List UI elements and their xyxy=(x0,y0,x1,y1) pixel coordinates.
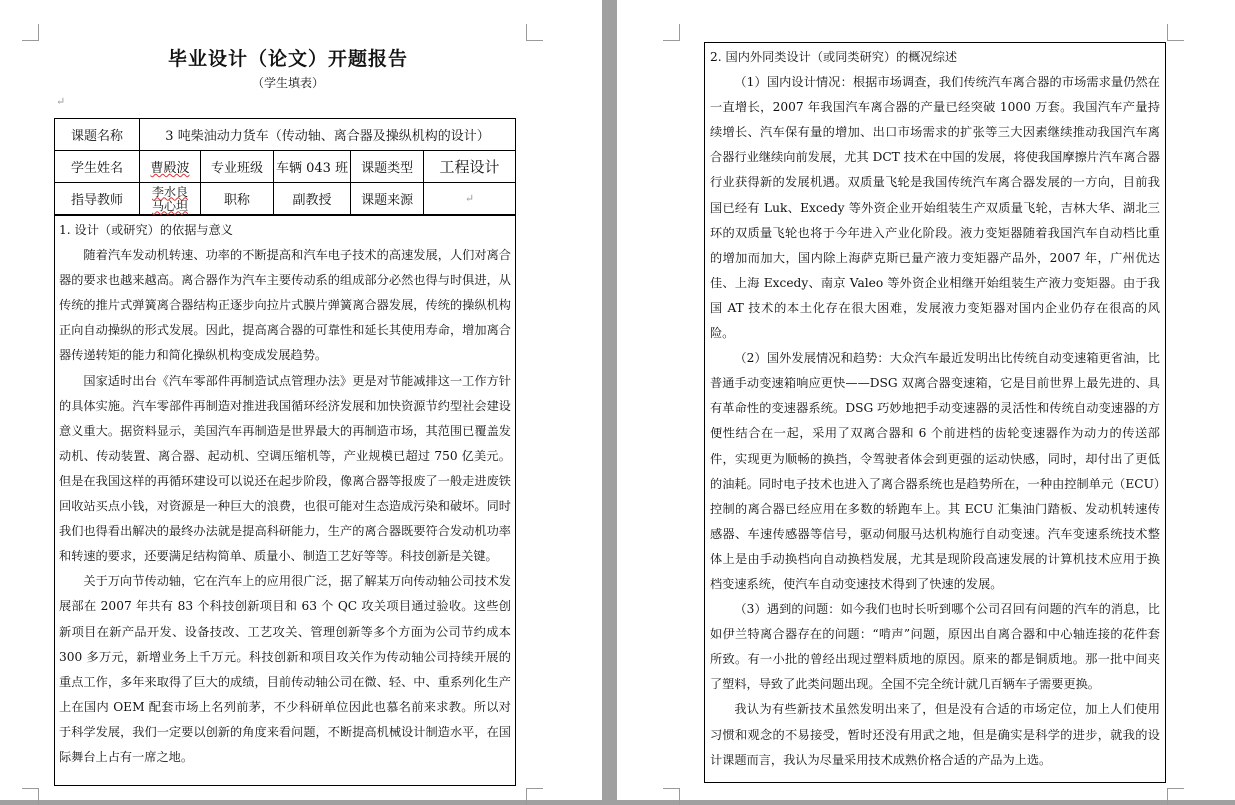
paragraph-mark-icon: ↵ xyxy=(56,95,66,108)
class-label-cell[interactable]: 专业班级 xyxy=(201,151,274,183)
info-form-table xyxy=(54,118,516,215)
table-row xyxy=(55,183,516,215)
overview-section-box xyxy=(704,42,1166,783)
crop-mark xyxy=(1167,788,1184,805)
document-title[interactable]: 毕业设计（论文）开题报告 xyxy=(167,48,408,70)
crop-mark xyxy=(22,24,39,41)
crop-mark xyxy=(1167,24,1184,41)
paragraph-mark-icon: ↵ xyxy=(464,192,475,205)
student-value-text: 曹殿波 xyxy=(150,161,190,176)
document-subtitle[interactable]: （学生填表） xyxy=(251,76,324,90)
body-paragraph[interactable]: 国家适时出台《汽车零部件再制造试点管理办法》更是对节能减排这一工作方针的具体实施。汽车零部件再制造对推进我国循环经济发展和加快资源节约型社会建设意义重大。据资料显示，美国汽车再制造是世界最大的再制造市场，其范围已覆盖发动机、传动装置、离合器、起动机、空调压缩机等，产业规模已超过 750 亿美元。但是在我国这样的再循环建设可以说还在起步阶段，像离合器等报废了一般走进废铁回收站买点小钱，对资源是一种巨大的浪费，也很可能对生态造成污染和破坏。同时我们也得看出解决的最终办法就是提高科研能力，生产的离合器既要符合发动机功率和转速的要求，还要满足结构简单、质量小、制造工艺好等等。科技创新是关键。 xyxy=(59,373,511,564)
student-label-cell[interactable]: 学生姓名 xyxy=(55,151,140,183)
crop-mark xyxy=(526,788,543,805)
advisor-value-cell[interactable] xyxy=(140,183,201,215)
crop-mark xyxy=(663,24,680,41)
section-heading[interactable]: 2. 国内外同类设计（或同类研究）的概况综述 xyxy=(710,50,958,64)
topic-value-cell[interactable]: 3 吨柴油动力货车（传动轴、离合器及操纵机构的设计） xyxy=(140,119,516,151)
body-paragraph[interactable]: 我认为有些新技术虽然发明出来了，但是没有合适的市场定位，加上人们使用习惯和观念的不易接受，暂时还没有用武之地，但是确实是科学的进步，就我的设计课题而言，我认为尽量采用技术成熟价格合适的产品为上选。 xyxy=(710,702,1160,767)
student-value-cell[interactable] xyxy=(140,151,201,183)
source-label-cell[interactable]: 课题来源 xyxy=(351,183,424,215)
topic-label-cell[interactable]: 课题名称 xyxy=(55,119,140,151)
crop-mark xyxy=(22,788,39,805)
section-heading[interactable]: 1. 设计（或研究）的依据与意义 xyxy=(59,223,233,237)
rationale-section-box xyxy=(54,215,516,786)
body-paragraph[interactable]: （1）国内设计情况：根据市场调查，我们传统汽车离合器的市场需求量仍然在一直增长，2007 年我国汽车离合器的产量已经突破 1000 万套。我国汽车产量持续增长、汽车保有量的增加、出口市场需求的扩张等三大因素继续推动我国汽车离合器行业继续向前发展，尤其 DCT 技术在中国的发展，将使我国摩擦片汽车离合器行业获得新的发展机遇。双质量飞轮是我国传统汽车离合器发展的一方向，目前我国已经有 Luk、Excedy 等外资企业开始组装生产双质量飞轮，吉林大华、湖北三环的双质量飞轮也将于今年进入产业化阶段。液力变矩器随着我国汽车自动档比重的增加而加大，国内除上海萨克斯已量产液力变矩器产品外，2007 年，广州优达佳、上海 Excedy、南京 Valeo 等外资企业相继开始组装生产液力变矩器。由于我国 AT 技术的本土化存在很大困难，发展液力变矩器对国内企业仍存在很高的风险。 xyxy=(710,75,1160,341)
advisor-name-1: 李水良 xyxy=(151,184,188,199)
body-paragraph[interactable]: （3）遇到的问题：如今我们也时长听到哪个公司召回有问题的汽车的消息，比如伊兰特离合器存在的问题：“啃声”问题，原因出自离合器和中心轴连接的花件套所致。有一小批的曾经出现过塑料质地的原因。原来的都是铜质地。那一批中间夹了塑料，导致了此类问题出现。全国不完全统计就几百辆车子需要更换。 xyxy=(710,602,1160,692)
title-label-cell[interactable]: 职称 xyxy=(201,183,274,215)
body-paragraph[interactable]: 随着汽车发动机转速、功率的不断提高和汽车电子技术的高速发展，人们对离合器的要求也越来越高。离合器作为汽车主要传动系的组成部分必然也得与时俱进，从传统的推片式弹簧离合器结构正逐步向拉片式膜片弹簧离合器发展，传统的操纵机构正向自动操纵的形式发展。因此，提高离合器的可靠性和延长其使用寿命，增加离合器传递转矩的能力和简化操纵机构变成发展趋势。 xyxy=(59,248,511,363)
body-paragraph[interactable]: 关于万向节传动轴，它在汽车上的应用很广泛，据了解某万向传动轴公司技术发展部在 2007 年共有 83 个科技创新项目和 63 个 QC 攻关项目通过验收。这些创新项目在新产品开发、设备技改、工艺攻关、管理创新等多个方面为公司节约成本 300 多万元，新增业务上千万元。科技创新和项目攻关作为传动轴公司持续开展的重点工作，多年来取得了巨大的成绩，目前传动轴公司在微、轻、中、重系列化生产上在国内 OEM 配套市场上名列前茅，不少科研单位因此也慕名前来求教。所以对于科学发展，我们一定要以创新的角度来看问题，不断提高机械设计制造水平，在国际舞台上占有一席之地。 xyxy=(59,574,511,764)
advisor-name-2: 马心坦 xyxy=(151,198,188,213)
type-label-cell[interactable]: 课题类型 xyxy=(351,151,424,183)
table-row xyxy=(55,119,516,151)
crop-mark xyxy=(663,788,680,805)
table-row xyxy=(55,151,516,183)
body-paragraph[interactable]: （2）国外发展情况和趋势：大众汽车最近发明出比传统自动变速箱更省油，比普通手动变速箱响应更快——DSG 双离合器变速箱，它是目前世界上最先进的、具有革命性的变速器系统。DSG 巧妙地把手动变速器的灵活性和传统自动变速器的方便性结合在一起，采用了双离合器和 6 个前进档的齿轮变速器作为动力的传送部件，实现更为顺畅的换挡，令驾驶者体会到更强的运动快感，同时，却付出了更低的油耗。同时电子技术也进入了离合器系统也是趋势所在，一种由控制单元（ECU）控制的离合器已经应用在多数的轿跑车上。其 ECU 汇集油门踏板、发动机转速传感器、车速传感器等信号，驱动伺服马达机构施行自动变速。汽车变速系统技术整体上是由手动换档向自动换档发展，尤其是现阶段高速发展的计算机技术应用于换档变速系统，使汽车自动变速技术得到了快速的发展。 xyxy=(710,351,1160,591)
crop-mark xyxy=(526,24,543,41)
type-value-cell[interactable]: 工程设计 xyxy=(424,151,516,183)
document-page-left xyxy=(0,0,602,800)
title-value-cell[interactable]: 副教授 xyxy=(274,183,351,215)
advisor-label-cell[interactable]: 指导教师 xyxy=(55,183,140,215)
class-value-cell[interactable]: 车辆 043 班 xyxy=(274,151,351,183)
source-value-cell[interactable] xyxy=(424,183,516,215)
